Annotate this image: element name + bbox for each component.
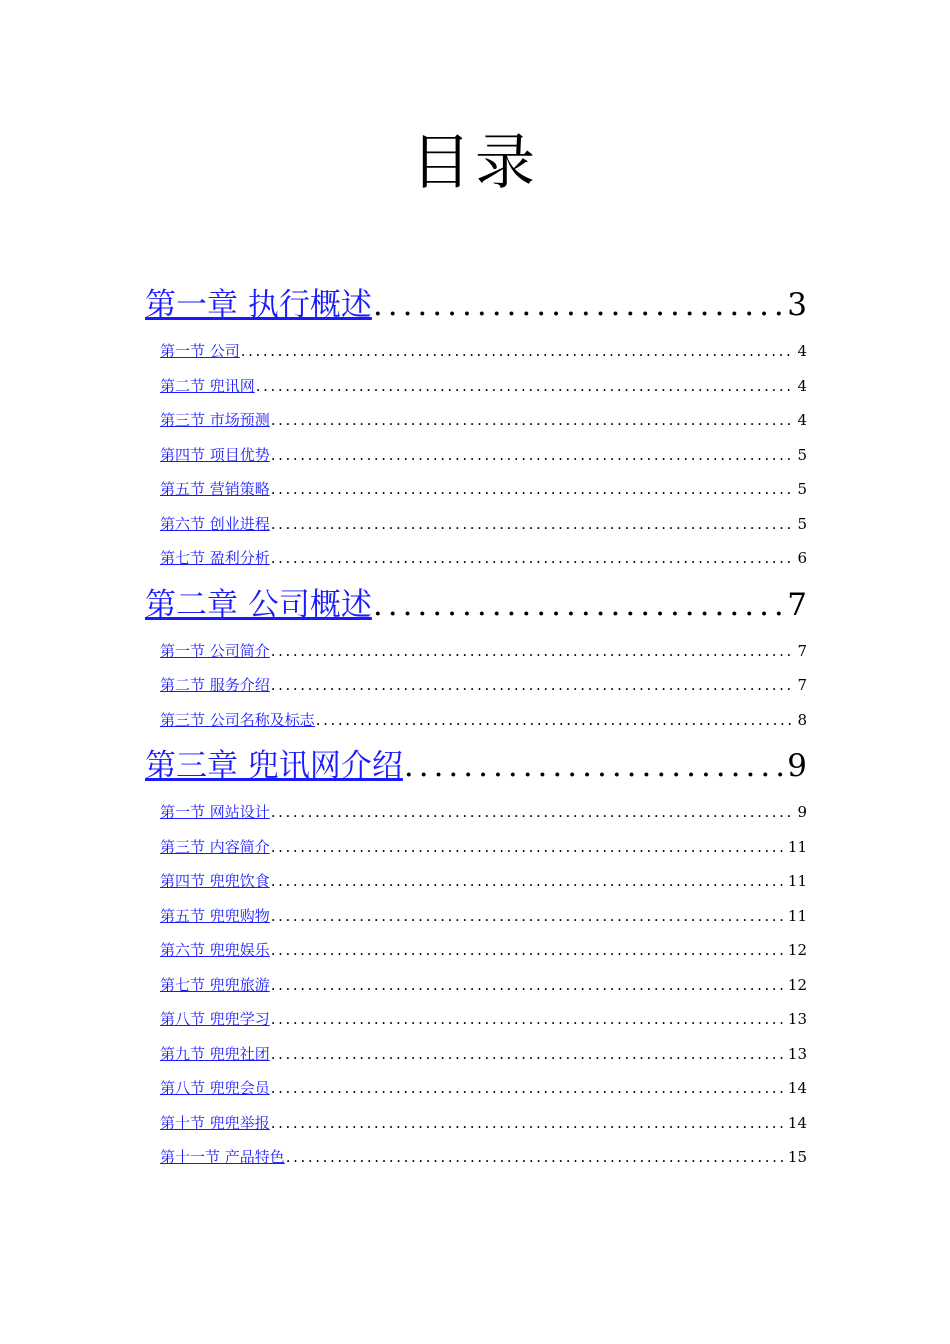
- toc-section[interactable]: [145, 668, 807, 703]
- dot-leader: [271, 968, 786, 1003]
- dot-leader: [241, 334, 796, 369]
- toc-link[interactable]: 第三节 公司名称及标志: [160, 710, 315, 729]
- toc-section[interactable]: [145, 541, 807, 576]
- toc-link[interactable]: 第六节 创业进程: [160, 514, 270, 533]
- toc-chapter-2[interactable]: [145, 576, 807, 634]
- dot-leader: [271, 864, 786, 899]
- page-number: 11: [787, 872, 807, 890]
- page-number: 11: [787, 837, 807, 856]
- page-number: 12: [787, 975, 807, 994]
- toc-link[interactable]: 第五节 兜兜购物: [160, 906, 270, 925]
- toc-section[interactable]: [145, 899, 807, 934]
- toc-link[interactable]: 第一节 公司: [160, 342, 240, 360]
- toc-section[interactable]: [145, 1037, 807, 1072]
- toc-link[interactable]: 第八节 兜兜学习: [160, 1010, 270, 1028]
- page-number: 4: [797, 411, 807, 429]
- dot-leader: [271, 830, 786, 865]
- dot-leader: [256, 369, 796, 404]
- page-number: 7: [787, 586, 807, 623]
- page-number: 7: [797, 641, 807, 660]
- toc-section[interactable]: [145, 864, 807, 899]
- toc-section[interactable]: [145, 795, 807, 830]
- toc-section[interactable]: [145, 933, 807, 968]
- page-number: 12: [787, 941, 807, 959]
- page-number: 14: [787, 1079, 807, 1097]
- dot-leader: [271, 438, 796, 473]
- page-number: 6: [797, 549, 807, 567]
- dot-leader: [271, 472, 796, 507]
- page-number: 3: [787, 287, 807, 323]
- toc-link[interactable]: 第九节 兜兜社团: [160, 1044, 270, 1063]
- toc-link[interactable]: 第五节 营销策略: [160, 480, 270, 498]
- table-of-contents: [145, 276, 807, 1175]
- dot-leader: [271, 1071, 786, 1106]
- page-title: 目录: [411, 128, 539, 198]
- page-number: 8: [797, 710, 807, 729]
- toc-section[interactable]: [145, 403, 807, 438]
- toc-section[interactable]: [145, 1002, 807, 1037]
- dot-leader: [286, 1140, 786, 1175]
- dot-leader: [271, 899, 786, 934]
- toc-link[interactable]: 第十一节 产品特色: [160, 1148, 285, 1166]
- toc-section[interactable]: [145, 703, 807, 738]
- toc-section[interactable]: [145, 507, 807, 542]
- page-number: 13: [787, 1010, 807, 1028]
- toc-section[interactable]: [145, 1106, 807, 1141]
- toc-link[interactable]: 第二章 公司概述: [145, 586, 372, 623]
- toc-section[interactable]: [145, 1071, 807, 1106]
- toc-link[interactable]: 第七节 兜兜旅游: [160, 975, 270, 994]
- page-number: 7: [797, 676, 807, 694]
- toc-section[interactable]: [145, 472, 807, 507]
- page-number: 5: [797, 480, 807, 498]
- toc-link[interactable]: 第三节 内容简介: [160, 837, 270, 856]
- toc-link[interactable]: 第七节 盈利分析: [160, 549, 270, 567]
- toc-link[interactable]: 第一节 公司简介: [160, 641, 270, 660]
- page-number: 4: [797, 376, 807, 395]
- dot-leader: [271, 1106, 786, 1141]
- toc-link[interactable]: 第二节 服务介绍: [160, 676, 270, 694]
- dot-leader: [271, 795, 796, 830]
- toc-link[interactable]: 第二节 兜讯网: [160, 376, 255, 395]
- dot-leader: [271, 507, 796, 542]
- toc-link[interactable]: 第四节 兜兜饮食: [160, 872, 270, 890]
- dot-leader: [271, 403, 796, 438]
- dot-leader: [271, 1002, 786, 1037]
- page-number: 13: [787, 1044, 807, 1063]
- toc-link[interactable]: 第六节 兜兜娱乐: [160, 941, 270, 959]
- toc-link[interactable]: 第三章 兜讯网介绍: [145, 748, 403, 784]
- page-number: 9: [787, 748, 807, 784]
- page-number: 14: [787, 1113, 807, 1132]
- toc-link[interactable]: 第十节 兜兜举报: [160, 1113, 270, 1132]
- page-number: 5: [797, 514, 807, 533]
- page-number: 15: [787, 1148, 807, 1166]
- toc-link[interactable]: 第四节 项目优势: [160, 445, 270, 464]
- toc-section[interactable]: [145, 634, 807, 669]
- dot-leader: [271, 541, 796, 576]
- page-number: 11: [787, 906, 807, 925]
- toc-section[interactable]: [145, 438, 807, 473]
- toc-section[interactable]: [145, 968, 807, 1003]
- toc-link[interactable]: 第八节 兜兜会员: [160, 1079, 270, 1097]
- page-number: 5: [797, 445, 807, 464]
- toc-section[interactable]: [145, 334, 807, 369]
- toc-section[interactable]: [145, 1140, 807, 1175]
- dot-leader: [316, 703, 796, 738]
- page-number: 4: [797, 342, 807, 360]
- dot-leader: [271, 634, 796, 669]
- toc-link[interactable]: 第一节 网站设计: [160, 803, 270, 821]
- dot-leader: [373, 276, 785, 334]
- dot-leader: [271, 1037, 786, 1072]
- toc-chapter-3[interactable]: [145, 737, 807, 795]
- page-number: 9: [797, 803, 807, 821]
- toc-section[interactable]: [145, 369, 807, 404]
- dot-leader: [404, 737, 785, 795]
- toc-link[interactable]: 第三节 市场预测: [160, 411, 270, 429]
- toc-link[interactable]: 第一章 执行概述: [145, 287, 372, 323]
- dot-leader: [373, 576, 785, 634]
- dot-leader: [271, 668, 796, 703]
- toc-chapter-1[interactable]: [145, 276, 807, 334]
- dot-leader: [271, 933, 786, 968]
- toc-section[interactable]: [145, 830, 807, 865]
